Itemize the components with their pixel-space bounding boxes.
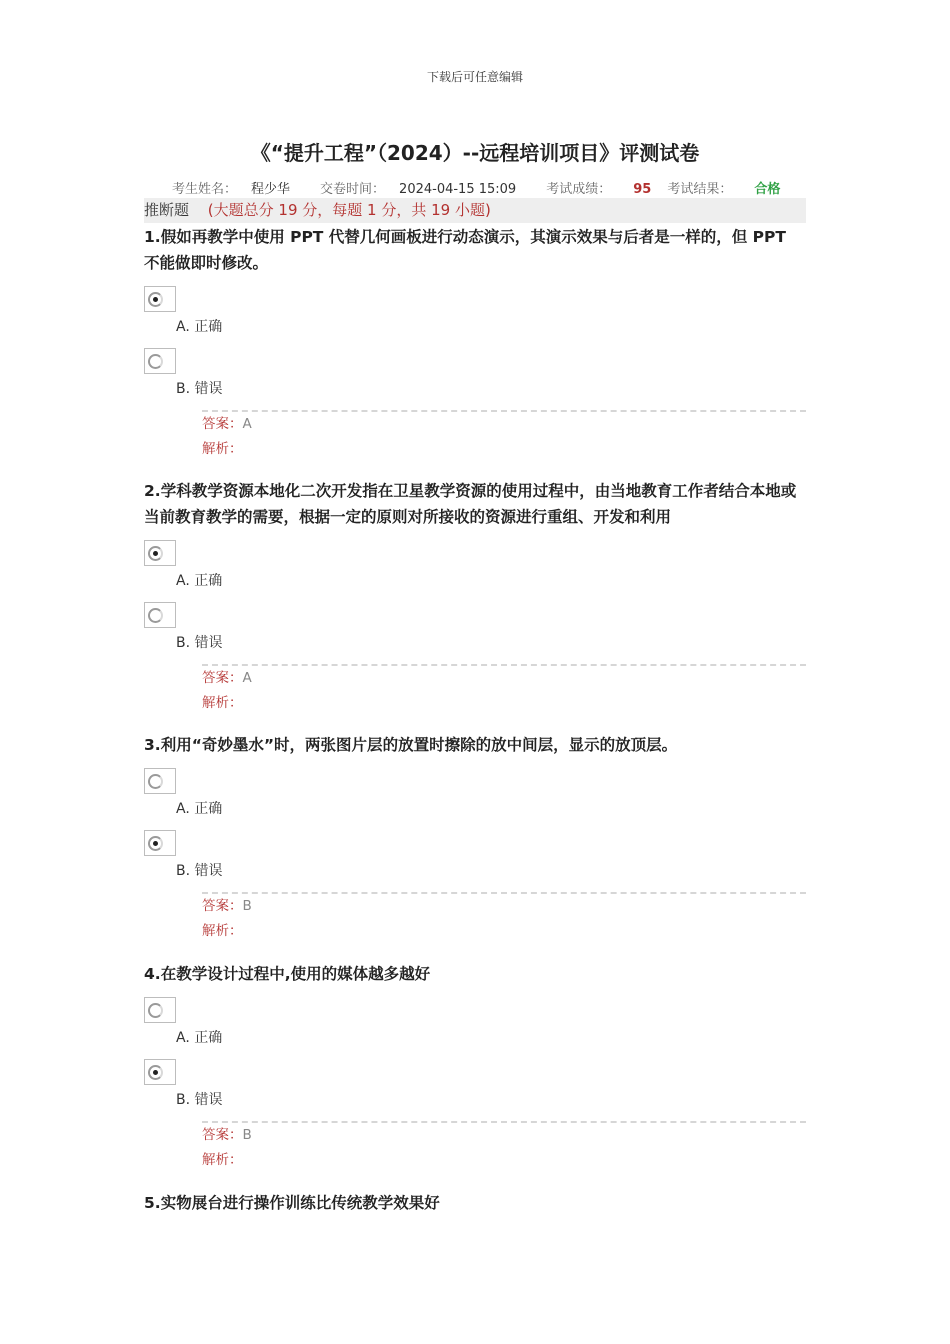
answer-block — [202, 892, 806, 944]
option-b[interactable] — [144, 602, 806, 664]
question-body: 假如再教学中使用 PPT 代替几何画板进行动态演示，其演示效果与后者是一样的，但 PPT 不能做即时修改。 — [144, 228, 786, 272]
answer-label: 答案： — [202, 898, 243, 914]
time-value: 2024-04-15 15:09 — [399, 182, 517, 197]
answer-value: A — [242, 416, 252, 432]
radio-box[interactable] — [144, 602, 176, 628]
option-b[interactable] — [144, 348, 806, 410]
option-label: A. 正确 — [176, 1030, 223, 1046]
radio-selected-icon[interactable] — [148, 836, 163, 851]
radio-unselected-icon[interactable] — [148, 608, 163, 623]
analysis-line — [202, 919, 806, 944]
radio-unselected-icon[interactable] — [148, 774, 163, 789]
answer-value: A — [242, 670, 252, 686]
question-text — [144, 478, 806, 530]
question-4 — [144, 961, 806, 1173]
question-5 — [144, 1190, 806, 1216]
option-label: B. 错误 — [176, 635, 223, 651]
section-header — [144, 198, 806, 223]
analysis-label: 解析： — [202, 695, 243, 711]
radio-selected-icon[interactable] — [148, 1065, 163, 1080]
option-label: A. 正确 — [176, 801, 223, 817]
name-label: 考生姓名： — [172, 182, 238, 197]
question-body: 在教学设计过程中,使用的媒体越多越好 — [160, 965, 431, 983]
result-label: 考试结果： — [667, 182, 733, 197]
question-2 — [144, 478, 806, 716]
answer-label: 答案： — [202, 1127, 243, 1143]
radio-unselected-icon[interactable] — [148, 1003, 163, 1018]
option-a[interactable] — [144, 768, 806, 830]
option-a[interactable] — [144, 997, 806, 1059]
answer-block — [202, 1121, 806, 1173]
option-label: A. 正确 — [176, 319, 223, 335]
radio-box[interactable] — [144, 1059, 176, 1085]
radio-box[interactable] — [144, 997, 176, 1023]
score-value: 95 — [633, 182, 652, 197]
question-number: 4. — [144, 965, 161, 983]
question-body: 学科教学资源本地化二次开发指在卫星教学资源的使用过程中，由当地教育工作者结合本地或当前教育教学的需要，根据一定的原则对所接收的资源进行重组、开发和利用 — [144, 482, 797, 526]
answer-line — [202, 412, 806, 437]
analysis-line — [202, 1148, 806, 1173]
answer-label: 答案： — [202, 670, 243, 686]
question-number: 5. — [144, 1194, 161, 1212]
answer-value: B — [242, 898, 252, 914]
page-title: 《“提升工程”（2024）--远程培训项目》评测试卷 — [250, 141, 700, 165]
analysis-label: 解析： — [202, 441, 243, 457]
question-text — [144, 224, 806, 276]
answer-line — [202, 1123, 806, 1148]
question-1 — [144, 224, 806, 462]
radio-box[interactable] — [144, 768, 176, 794]
question-text — [144, 732, 806, 758]
section-name: 推断题 — [144, 201, 190, 219]
radio-unselected-icon[interactable] — [148, 354, 163, 369]
option-label: A. 正确 — [176, 573, 223, 589]
analysis-line — [202, 691, 806, 716]
answer-label: 答案： — [202, 416, 243, 432]
name-value: 程少华 — [251, 182, 291, 197]
analysis-label: 解析： — [202, 923, 243, 939]
analysis-line — [202, 437, 806, 462]
option-a[interactable] — [144, 286, 806, 348]
section-info: (大题总分 19 分，每题 1 分，共 19 小题) — [207, 201, 491, 219]
radio-box[interactable] — [144, 830, 176, 856]
analysis-label: 解析： — [202, 1152, 243, 1168]
question-number: 3. — [144, 736, 161, 754]
option-b[interactable] — [144, 830, 806, 892]
answer-value: B — [242, 1127, 252, 1143]
option-label: B. 错误 — [176, 863, 223, 879]
radio-selected-icon[interactable] — [148, 546, 163, 561]
question-number: 1. — [144, 228, 161, 246]
question-number: 2. — [144, 482, 161, 500]
exam-meta — [172, 178, 780, 197]
question-body: 利用“奇妙墨水”时，两张图片层的放置时擦除的放中间层，显示的放顶层。 — [160, 736, 678, 754]
question-body: 实物展台进行操作训练比传统教学效果好 — [160, 1194, 440, 1212]
score-label: 考试成绩： — [546, 182, 612, 197]
answer-block — [202, 664, 806, 716]
question-text — [144, 1190, 806, 1216]
question-text — [144, 961, 806, 987]
radio-box[interactable] — [144, 286, 176, 312]
answer-line — [202, 666, 806, 691]
option-label: B. 错误 — [176, 1092, 223, 1108]
header-note: 下载后可任意编辑 — [426, 70, 523, 84]
radio-box[interactable] — [144, 540, 176, 566]
time-label: 交卷时间： — [320, 182, 386, 197]
radio-selected-icon[interactable] — [148, 292, 163, 307]
result-value: 合格 — [754, 182, 781, 197]
question-3 — [144, 732, 806, 944]
answer-block — [202, 410, 806, 462]
option-b[interactable] — [144, 1059, 806, 1121]
option-a[interactable] — [144, 540, 806, 602]
radio-box[interactable] — [144, 348, 176, 374]
answer-line — [202, 894, 806, 919]
option-label: B. 错误 — [176, 381, 223, 397]
